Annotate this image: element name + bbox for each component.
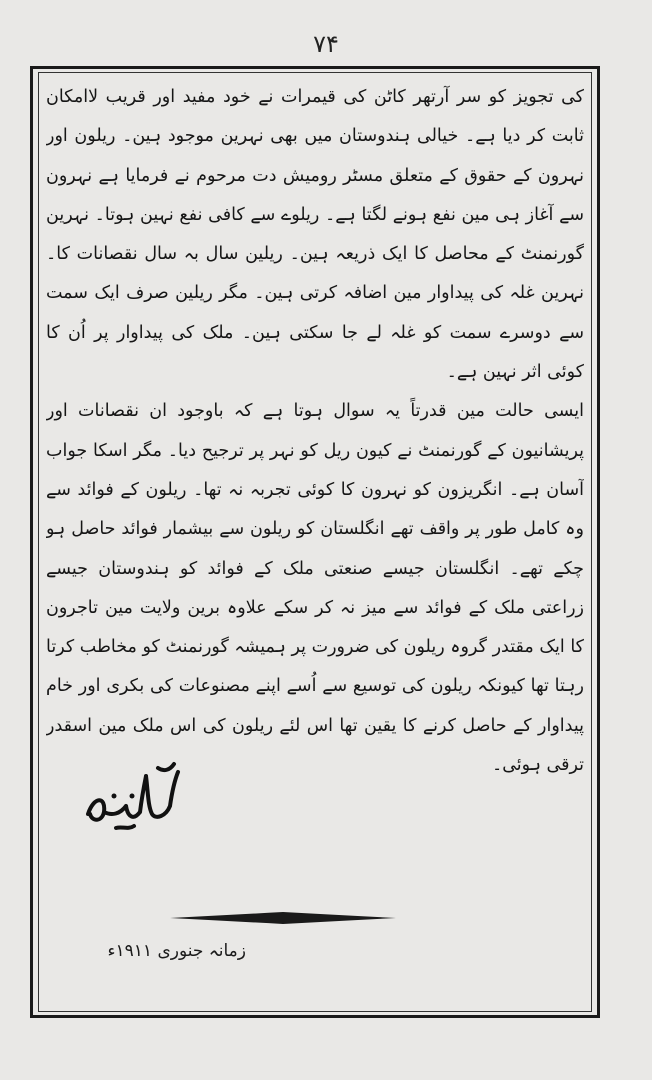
page-number: ۷۴: [313, 30, 339, 58]
section-divider-ornament: [168, 908, 398, 928]
paragraph-2: ایسی حالت مین قدرتاً یہ سوال ہوتا ہے کہ باوجود ان نقصانات اور پریشانیون کے گورنمنٹ نے کیون ریل کو نہر پر ترجیح دیا۔ مگر اسکا جواب آسان ہے۔ انگریزون کو نہرون کا کوئی تجربہ نہ تھا۔ ریلون کے فوائد سے وہ کامل طور پر واقف تھے انگلستان کو ریلون سے بیشمار فوائد حاصل ہو چکے تھے۔ انگلستان جیسے صنعتی ملک کے فوائد کو ہندوستان جیسے زراعتی ملک کے فوائد سے میز نہ کر سکے علاوہ برین ولایت مین تاجرون کا ایک مقتدر گروہ ریلون کی ضرورت پر ہمیشہ گورنمنٹ کو مخاطب کرتا رہتا تھا کیونکہ ریلون کی توسیع سے اُسے اپنے مصنوعات کی بکری اور خام پیداوار کے حاصل کرنے کا یقین تھا اس لئے ریلون کی اس ملک مین اسقدر ترقی ہوئی۔: [46, 401, 584, 776]
publication-source: زمانہ جنوری ۱۹۱۱ء: [107, 941, 246, 961]
article-body: [46, 78, 584, 778]
signature-mark: [70, 756, 190, 846]
author-signature: [70, 756, 190, 846]
paragraph-1: کی تجویز کو سر آرتھر کاٹن کی قیمرات نے خود مفید اور قریب لاامکان ثابت کر دیا ہے۔ خیالی ہندوستان میں بھی نہرین موجود ہین۔ ریلون اور نہرون کے حقوق کے متعلق مسٹر رومیش دت مرحوم نے فرمایا ہے نہرون سے آغاز ہی مین نفع ہونے لگتا ہے۔ ریلوے سے کافی نفع نہین ہوتا۔ نہرین گورنمنٹ کے محاصل کا ایک ذریعہ ہین۔ ریلین سال بہ سال نقصانات کا۔ نہرین غلہ کی پیداوار مین اضافہ کرتی ہین۔ مگر ریلین صرف ایک سمت سے دوسرے سمت کو غلہ لے جا سکتی ہین۔ ملک کی پیداوار پر اُن کا کوئی اثر نہین ہے۔: [46, 87, 584, 383]
